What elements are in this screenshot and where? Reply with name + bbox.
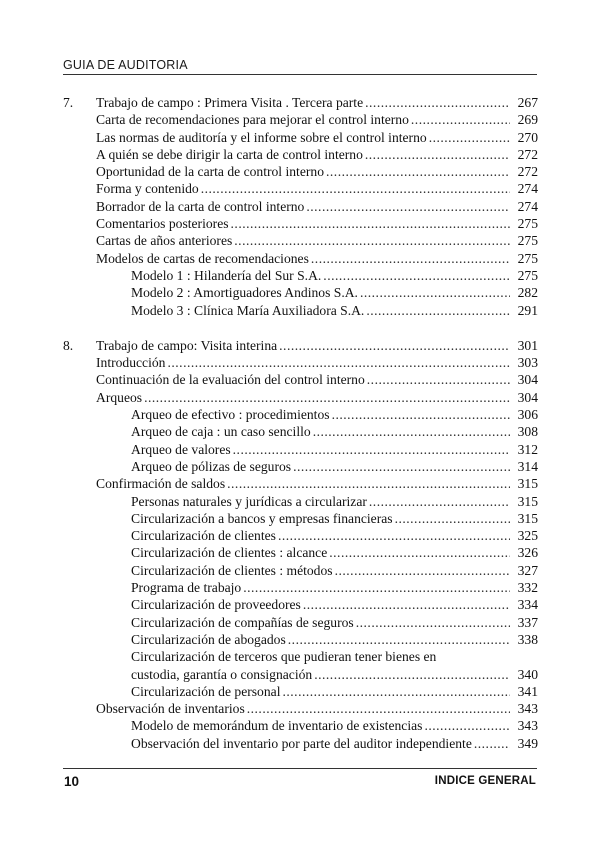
dot-leader <box>367 371 510 388</box>
toc-page-number: 332 <box>517 580 538 596</box>
dot-leader <box>356 614 510 631</box>
dot-leader <box>366 302 510 319</box>
dot-leader <box>247 700 510 717</box>
toc-entry <box>63 614 538 631</box>
toc-entry-line <box>131 596 538 613</box>
footer-rule <box>63 768 537 769</box>
dot-leader <box>293 458 510 475</box>
toc-page-number: 315 <box>517 510 538 526</box>
toc-page-number: 304 <box>517 372 538 388</box>
toc-entry-line <box>96 700 538 717</box>
toc-entry-text: Circularización a bancos y empresas financieras <box>131 510 393 526</box>
dot-leader <box>234 232 510 249</box>
toc-entry-line <box>131 284 538 301</box>
toc-entry-line <box>96 94 538 111</box>
toc-entry-line <box>131 527 538 544</box>
toc-entry <box>63 215 538 232</box>
toc-page-number: 275 <box>517 267 538 283</box>
toc-page-number: 304 <box>517 389 538 405</box>
toc-entry-text: Las normas de auditoría y el informe sobre el control interno <box>96 129 427 145</box>
toc-entry-line <box>131 441 538 458</box>
toc-entry <box>63 354 538 371</box>
toc-entry <box>63 441 538 458</box>
chapter-number: 7. <box>63 95 74 110</box>
dot-leader <box>282 683 510 700</box>
toc-entry <box>63 683 538 700</box>
dot-leader <box>288 631 510 648</box>
toc-page-number: 314 <box>517 458 538 474</box>
toc-entry-text: Arqueo de caja : un caso sencillo <box>131 424 311 440</box>
dot-leader <box>144 389 510 406</box>
toc-entry-line <box>131 735 538 752</box>
table-of-contents <box>63 94 538 752</box>
toc-entry-text: Arqueo de pólizas de seguros <box>131 458 292 474</box>
dot-leader <box>314 666 510 683</box>
toc-entry-line <box>96 215 538 232</box>
toc-entry <box>63 735 538 752</box>
toc-entry-text: Trabajo de campo: Visita interina <box>96 337 278 353</box>
toc-entry <box>63 510 538 527</box>
dot-leader <box>167 354 510 371</box>
toc-entry <box>63 302 538 319</box>
toc-entry-line <box>131 562 538 579</box>
toc-entry-text: Confirmación de saldos <box>96 476 226 492</box>
toc-entry-text: Circularización de compañías de seguros <box>131 614 354 630</box>
toc-entry-line <box>131 510 538 527</box>
toc-page-number: 338 <box>517 631 538 647</box>
toc-entry-line <box>96 337 538 354</box>
toc-entry <box>63 423 538 440</box>
toc-page-number: 337 <box>517 614 538 630</box>
toc-entry-text: Borrador de la carta de control interno <box>96 198 305 214</box>
toc-page-number: 274 <box>517 181 538 197</box>
toc-entry-line <box>131 302 538 319</box>
toc-entry <box>63 232 538 249</box>
toc-entry <box>63 198 538 215</box>
toc-entry <box>63 250 538 267</box>
toc-entry-line <box>96 163 538 180</box>
footer-section-title: INDICE GENERAL <box>434 775 536 787</box>
dot-leader <box>311 250 510 267</box>
toc-page-number: 343 <box>517 718 538 734</box>
toc-entry-text: Modelo 2 : Amortiguadores Andinos S.A. <box>131 285 358 301</box>
toc-entry-line <box>131 579 538 596</box>
toc-entry <box>63 146 538 163</box>
toc-entry <box>63 337 538 354</box>
toc-entry-line <box>96 371 538 388</box>
toc-page-number: 275 <box>517 216 538 232</box>
toc-entry <box>63 717 538 734</box>
toc-page-number: 315 <box>517 476 538 492</box>
toc-entry-line <box>96 180 538 197</box>
dot-leader <box>279 337 510 354</box>
toc-page-number: 267 <box>517 95 538 110</box>
toc-entry-line <box>131 614 538 631</box>
toc-entry <box>63 458 538 475</box>
toc-entry-text: Circularización de abogados <box>131 631 286 647</box>
toc-entry-line <box>131 458 538 475</box>
dot-leader <box>365 146 510 163</box>
dot-leader <box>313 423 510 440</box>
toc-page-number: 343 <box>517 701 538 717</box>
toc-entry-line <box>131 493 538 510</box>
dot-leader <box>231 215 510 232</box>
toc-entry <box>63 163 538 180</box>
dot-leader <box>365 94 510 111</box>
toc-entry-line <box>131 423 538 440</box>
toc-entry <box>63 579 538 596</box>
toc-entry <box>63 129 538 146</box>
toc-entry-text: Modelos de cartas de recomendaciones <box>96 250 309 266</box>
toc-page-number: 308 <box>517 424 538 440</box>
toc-entry-text: Programa de trabajo <box>131 580 242 596</box>
toc-entry-text: Carta de recomendaciones para mejorar el control interno <box>96 112 409 128</box>
toc-page-number: 272 <box>517 164 538 180</box>
toc-entry-line <box>96 354 538 371</box>
dot-leader <box>395 510 510 527</box>
toc-entry-text: Circularización de proveedores <box>131 597 301 613</box>
toc-entry <box>63 648 538 665</box>
toc-entry-line <box>131 666 538 683</box>
dot-leader <box>233 441 510 458</box>
toc-entry-text: Forma y contenido <box>96 181 199 197</box>
toc-entry-text: Arqueo de valores <box>131 441 231 457</box>
dot-leader <box>227 475 510 492</box>
toc-entry-line <box>131 717 538 734</box>
toc-entry-line <box>96 232 538 249</box>
toc-entry-line <box>96 389 538 406</box>
toc-page-number: 291 <box>517 302 538 318</box>
toc-entry-text: Comentarios posteriores <box>96 216 229 232</box>
toc-entry-text: Observación de inventarios <box>96 701 245 717</box>
toc-page-number: 303 <box>517 355 538 371</box>
dot-leader <box>411 111 510 128</box>
toc-entry-line <box>131 683 538 700</box>
toc-entry-text: Circularización de clientes : alcance <box>131 545 328 561</box>
toc-entry-text: Modelo de memorándum de inventario de existencias <box>131 718 423 734</box>
toc-entry-line <box>96 129 538 146</box>
toc-entry <box>63 389 538 406</box>
toc-page-number: 326 <box>517 545 538 561</box>
toc-entry <box>63 111 538 128</box>
header-rule <box>63 74 537 75</box>
toc-entry <box>63 700 538 717</box>
toc-page-number: 315 <box>517 493 538 509</box>
dot-leader <box>369 493 510 510</box>
toc-entry-text: Continuación de la evaluación del control interno <box>96 372 365 388</box>
toc-entry-text: Circularización de clientes : métodos <box>131 562 333 578</box>
toc-entry-text: A quién se debe dirigir la carta de control interno <box>96 146 363 162</box>
toc-page-number: 306 <box>517 407 538 423</box>
toc-page-number: 349 <box>517 735 538 751</box>
toc-page-number: 272 <box>517 146 538 162</box>
toc-entry <box>63 475 538 492</box>
toc-entry-line <box>96 198 538 215</box>
toc-page-number: 270 <box>517 129 538 145</box>
toc-entry-text: Circularización de clientes <box>131 528 276 544</box>
toc-entry-text: Observación del inventario por parte del auditor independiente <box>131 735 472 751</box>
toc-entry <box>63 527 538 544</box>
toc-entry-line <box>96 250 538 267</box>
toc-page-number: 341 <box>517 683 538 699</box>
dot-leader <box>306 198 510 215</box>
toc-entry-text: Personas naturales y jurídicas a circularizar <box>131 493 367 509</box>
toc-entry <box>63 371 538 388</box>
dot-leader <box>332 406 510 423</box>
toc-entry-text: Circularización de terceros que pudieran tener bienes en <box>131 649 437 665</box>
page-header-title: GUIA DE AUDITORIA <box>63 58 188 72</box>
toc-page-number: 312 <box>517 441 538 457</box>
dot-leader <box>360 284 510 301</box>
toc-page-number: 274 <box>517 198 538 214</box>
toc-entry <box>63 631 538 648</box>
toc-entry-text: Modelo 1 : Hilandería del Sur S.A. <box>131 267 322 283</box>
toc-entry-text: Modelo 3 : Clínica María Auxiliadora S.A. <box>131 302 365 318</box>
toc-page-number: 301 <box>517 337 538 353</box>
toc-entry-line <box>96 146 538 163</box>
toc-entry <box>63 666 538 683</box>
toc-entry-line <box>131 544 538 561</box>
toc-page-number: 275 <box>517 250 538 266</box>
toc-page-number: 327 <box>517 562 538 578</box>
dot-leader <box>424 717 510 734</box>
toc-entry-text: Oportunidad de la carta de control interno <box>96 164 324 180</box>
toc-entry-text: Cartas de años anteriores <box>96 233 233 249</box>
toc-page-number: 275 <box>517 233 538 249</box>
toc-entry-text: Introducción <box>96 355 166 371</box>
toc-entry <box>63 406 538 423</box>
toc-page-number: 269 <box>517 112 538 128</box>
toc-entry-line <box>96 111 538 128</box>
toc-entry <box>63 544 538 561</box>
dot-leader <box>278 527 510 544</box>
dot-leader <box>429 129 510 146</box>
toc-entry <box>63 562 538 579</box>
toc-page-number: 325 <box>517 528 538 544</box>
toc-entry-line <box>131 631 538 648</box>
toc-entry-line <box>131 406 538 423</box>
toc-entry <box>63 180 538 197</box>
toc-entry-text: Arqueos <box>96 389 143 405</box>
toc-entry-text: Arqueo de efectivo : procedimientos <box>131 407 330 423</box>
dot-leader <box>474 735 510 752</box>
toc-page-number: 340 <box>517 666 538 682</box>
dot-leader <box>326 163 510 180</box>
toc-entry-line <box>96 475 538 492</box>
dot-leader <box>243 579 510 596</box>
toc-entry <box>63 596 538 613</box>
toc-page-number: 282 <box>517 285 538 301</box>
dot-leader <box>329 544 510 561</box>
dot-leader <box>335 562 510 579</box>
toc-entry-line <box>131 267 538 284</box>
dot-leader <box>201 180 510 197</box>
dot-leader <box>303 596 510 613</box>
footer-page-number: 10 <box>64 774 80 789</box>
toc-entry-text: custodia, garantía o consignación <box>131 666 313 682</box>
toc-entry <box>63 94 538 111</box>
toc-entry <box>63 267 538 284</box>
toc-entry <box>63 493 538 510</box>
toc-page-number: 334 <box>517 597 538 613</box>
chapter-number: 8. <box>63 337 74 353</box>
dot-leader <box>323 267 510 284</box>
toc-entry-text: Trabajo de campo : Primera Visita . Tercera parte <box>96 95 364 110</box>
toc-entry-text: Circularización de personal <box>131 683 281 699</box>
toc-entry <box>63 284 538 301</box>
